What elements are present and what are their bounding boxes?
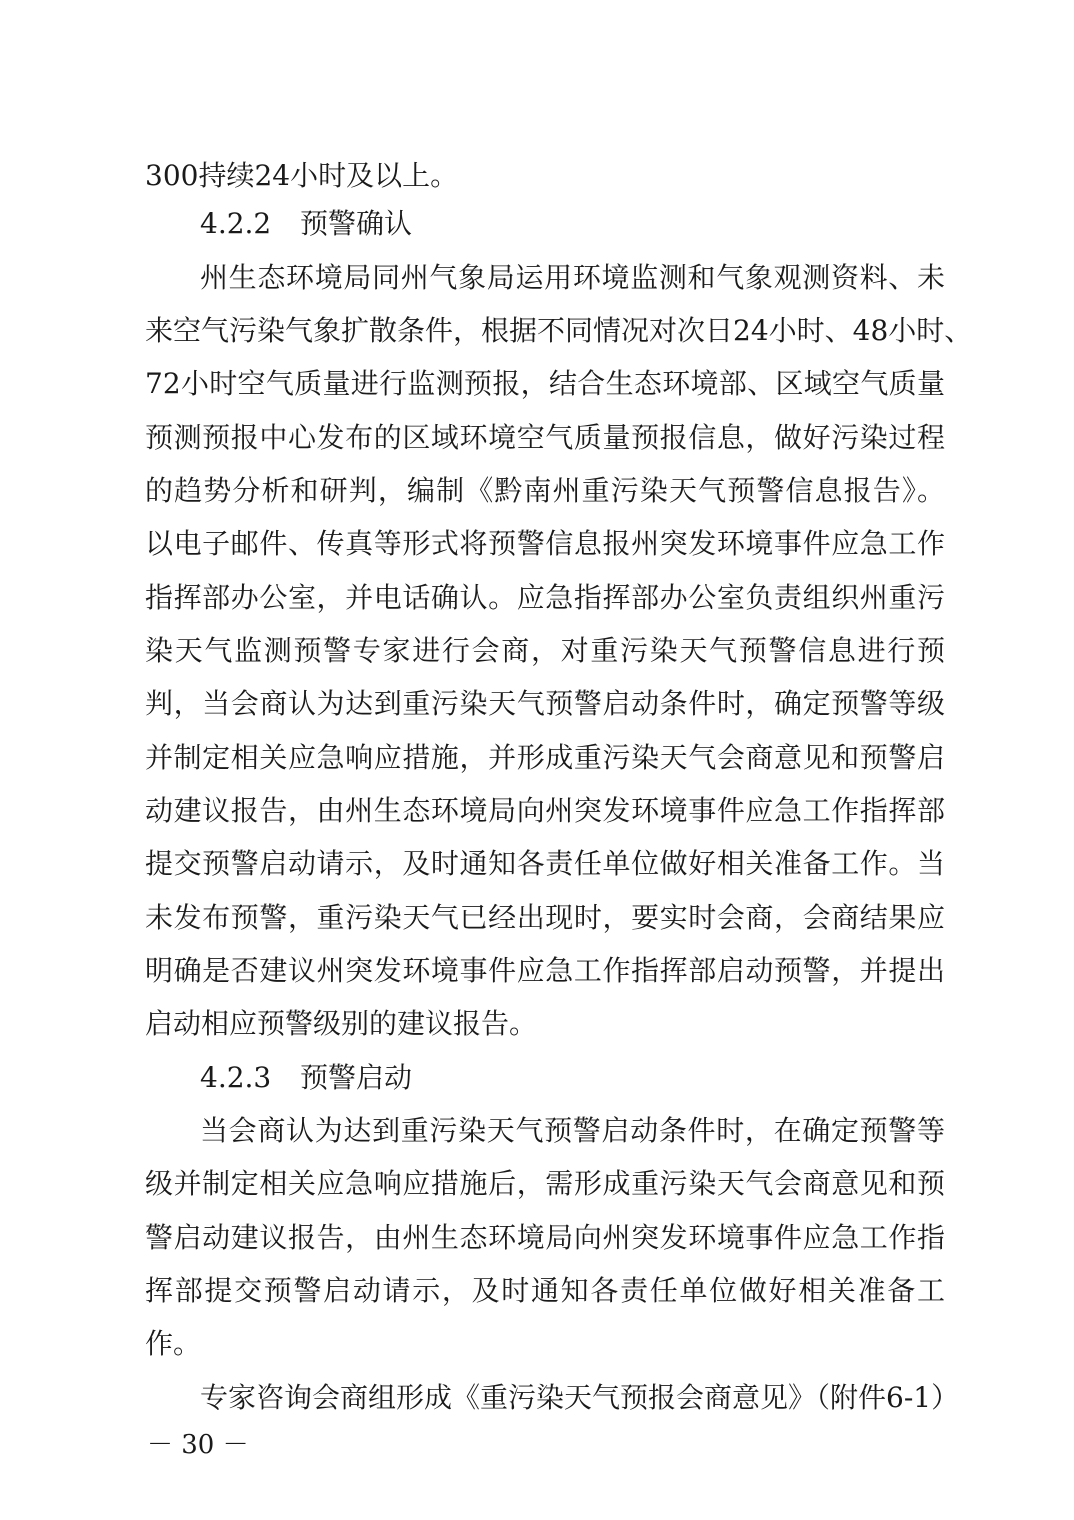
text-line: 动建议报告，由州生态环境局向州突发环境事件应急工作指挥部 — [145, 794, 945, 827]
text-line: 以电子邮件、传真等形式将预警信息报州突发环境事件应急工作 — [145, 527, 945, 560]
text-line: 州生态环境局同州气象局运用环境监测和气象观测资料、未 — [200, 261, 945, 294]
text-line: 明确是否建议州突发环境事件应急工作指挥部启动预警，并提出 — [145, 954, 945, 987]
text-line: 300持续24小时及以上。 — [145, 159, 459, 192]
text-line: 72小时空气质量进行监测预报，结合生态环境部、区域空气质量 — [145, 367, 945, 400]
section-title: 预警确认 — [300, 207, 413, 240]
text-line: 来空气污染气象扩散条件，根据不同情况对次日24小时、48小时、 — [145, 314, 973, 347]
text-line: 预测预报中心发布的区域环境空气质量预报信息，做好污染过程 — [145, 421, 945, 454]
text-line: 指挥部办公室，并电话确认。应急指挥部办公室负责组织州重污 — [145, 581, 945, 614]
section-title: 预警启动 — [300, 1061, 413, 1094]
section-heading-4-2-3 — [200, 1060, 412, 1096]
text-line: 级并制定相关应急响应措施后，需形成重污染天气会商意见和预 — [145, 1167, 945, 1200]
text-line: 并制定相关应急响应措施，并形成重污染天气会商意见和预警启 — [145, 741, 945, 774]
text-line: 判，当会商认为达到重污染天气预警启动条件时，确定预警等级 — [145, 687, 945, 720]
section-number: 4.2.3 — [200, 1061, 272, 1094]
page-number: － 30 － — [147, 1430, 249, 1460]
text-line: 警启动建议报告，由州生态环境局向州突发环境事件应急工作指 — [145, 1221, 945, 1254]
text-line: 未发布预警，重污染天气已经出现时，要实时会商，会商结果应 — [145, 901, 945, 934]
text-line: 专家咨询会商组形成《重污染天气预报会商意见》（附件6-1） — [200, 1381, 960, 1414]
section-heading-4-2-2 — [200, 206, 412, 242]
text-line: 当会商认为达到重污染天气预警启动条件时，在确定预警等 — [200, 1114, 945, 1147]
text-line: 挥部提交预警启动请示，及时通知各责任单位做好相关准备工 — [145, 1274, 945, 1307]
text-line: 染天气监测预警专家进行会商，对重污染天气预警信息进行预 — [145, 634, 945, 667]
text-line: 作。 — [145, 1327, 202, 1360]
text-line: 启动相应预警级别的建议报告。 — [145, 1007, 538, 1040]
text-line: 的趋势分析和研判，编制《黔南州重污染天气预警信息报告》。 — [145, 474, 945, 507]
section-number: 4.2.2 — [200, 207, 272, 240]
text-line: 提交预警启动请示，及时通知各责任单位做好相关准备工作。当 — [145, 847, 945, 880]
